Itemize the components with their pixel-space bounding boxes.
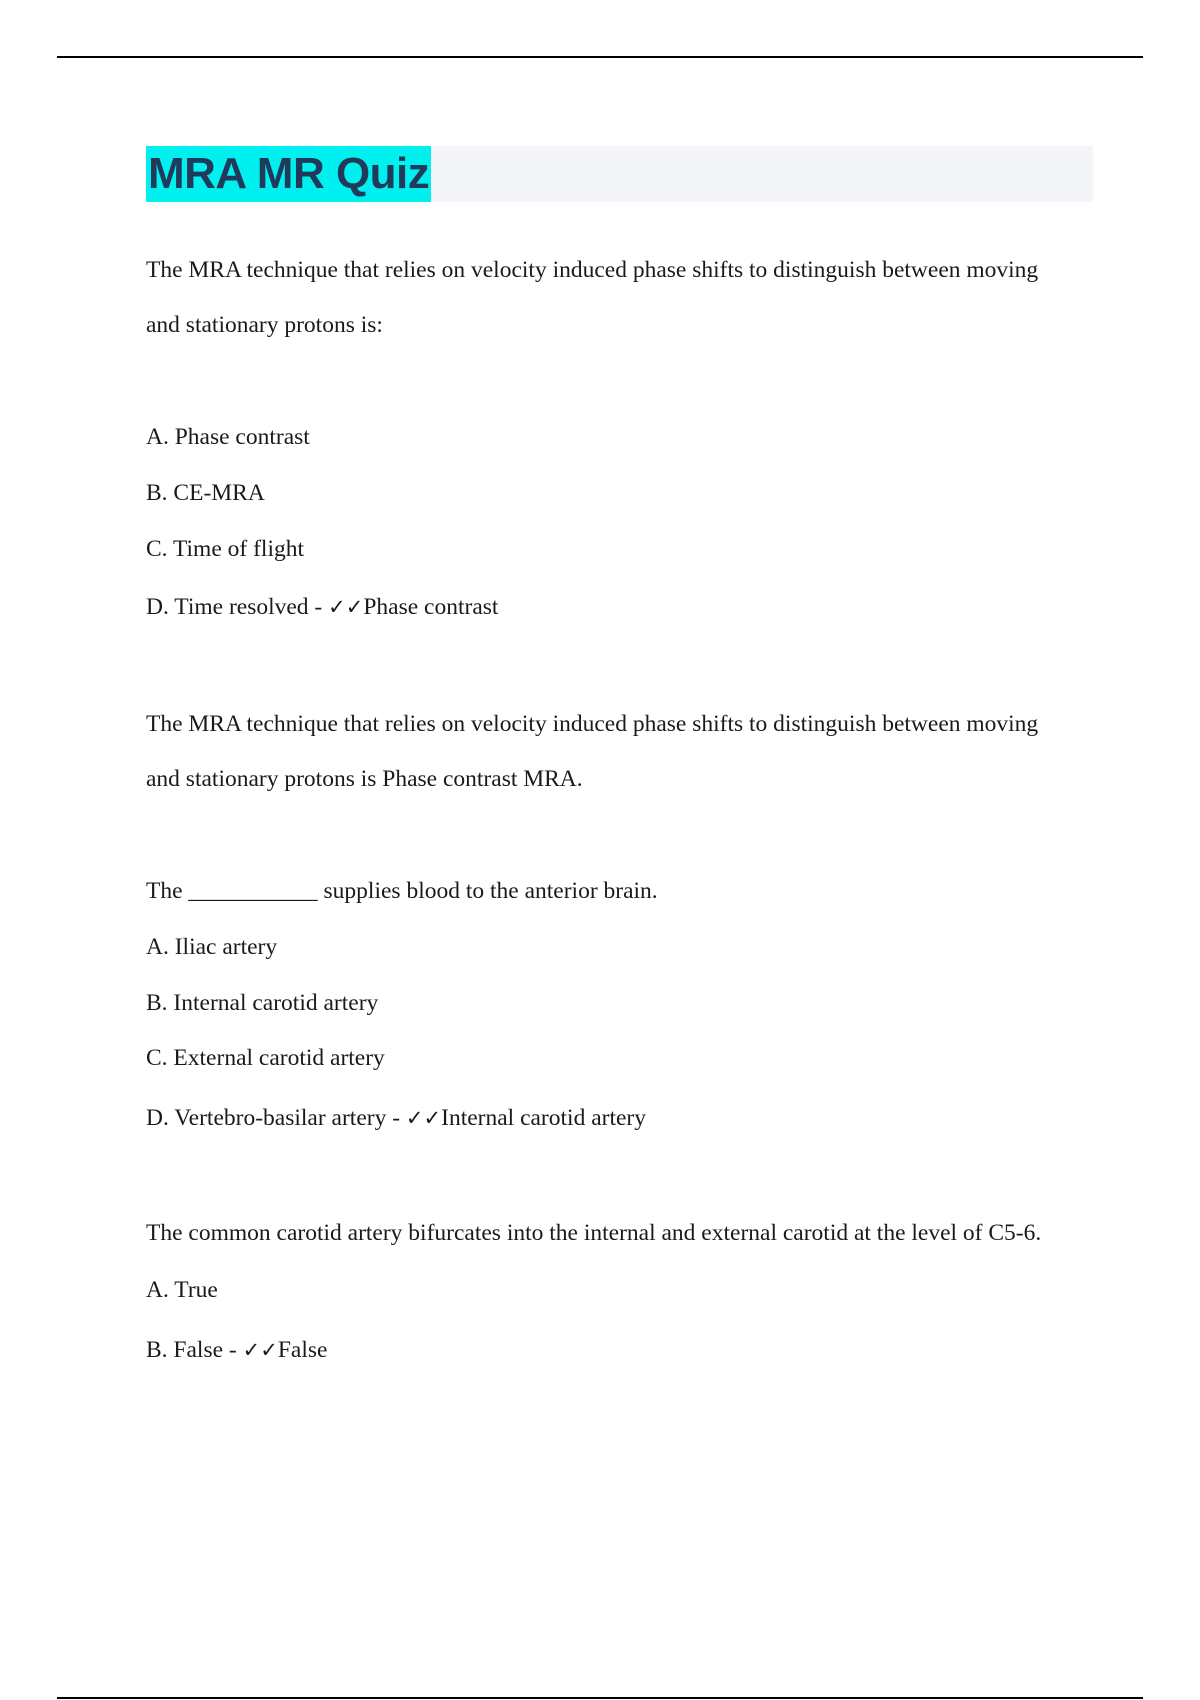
- question-3-stem: The common carotid artery bifurcates into the internal and external carotid at the level of C5-6.: [146, 1220, 1042, 1246]
- question-2-option-a: A. Iliac artery: [146, 934, 278, 960]
- question-1-explanation-line-1: The MRA technique that relies on velocity induced phase shifts to distinguish between moving: [146, 711, 1039, 737]
- question-2-option-d: D. Vertebro-basilar artery -: [146, 1105, 401, 1131]
- question-1-answer: Phase contrast: [363, 594, 499, 620]
- question-2-stem: The ___________ supplies blood to the anterior brain.: [146, 878, 658, 904]
- question-2-option-b: B. Internal carotid artery: [146, 990, 379, 1016]
- question-1-stem-line-1: The MRA technique that relies on velocity induced phase shifts to distinguish between moving: [146, 257, 1039, 283]
- page-title: MRA MR Quiz: [146, 146, 431, 202]
- question-2-option-c: C. External carotid artery: [146, 1045, 385, 1071]
- question-3-option-a: A. True: [146, 1277, 218, 1303]
- question-1-option-a: A. Phase contrast: [146, 424, 310, 450]
- question-1-option-c: C. Time of flight: [146, 536, 305, 562]
- question-1-option-d-answer: [146, 594, 498, 621]
- question-3-option-b: B. False -: [146, 1337, 237, 1363]
- question-1-option-d: D. Time resolved -: [146, 594, 323, 620]
- bottom-rule: [57, 1697, 1143, 1699]
- question-3-option-b-answer: [146, 1337, 327, 1364]
- question-2-answer: Internal carotid artery: [441, 1105, 646, 1131]
- question-1-option-b: B. CE-MRA: [146, 480, 265, 506]
- top-rule: [57, 56, 1143, 58]
- answer-check-icon: ✓✓: [328, 595, 364, 619]
- answer-check-icon: ✓✓: [242, 1338, 278, 1362]
- question-1-explanation-line-2: and stationary protons is Phase contrast MRA.: [146, 766, 583, 792]
- question-2-option-d-answer: [146, 1105, 646, 1132]
- question-3-answer: False: [277, 1337, 328, 1363]
- question-1-stem-line-2: and stationary protons is:: [146, 312, 383, 338]
- answer-check-icon: ✓✓: [405, 1106, 442, 1130]
